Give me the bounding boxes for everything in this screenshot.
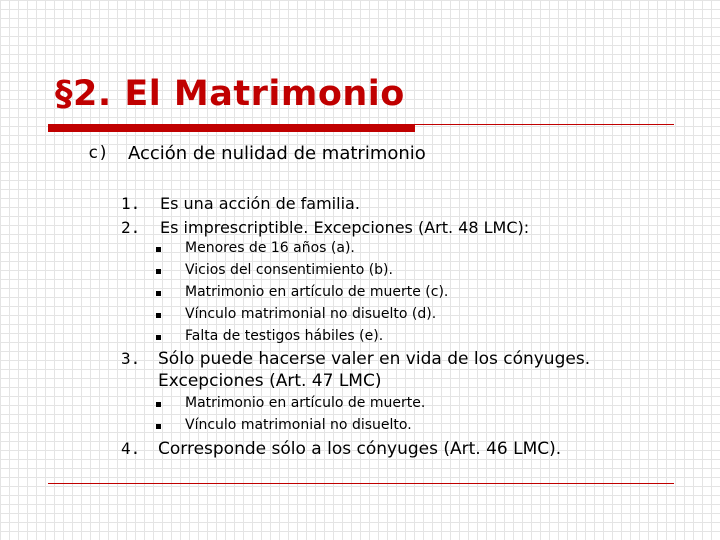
bottom-divider-line (48, 483, 674, 484)
square-bullet-icon (156, 291, 161, 296)
square-bullet-icon (156, 247, 161, 252)
list-item-text: Es una acción de familia. (160, 194, 360, 213)
square-bullet-icon (156, 269, 161, 274)
item-number: 1. (121, 194, 141, 213)
item-number: 4. (121, 439, 141, 458)
item-number: 3. (121, 349, 141, 368)
title-underline-bar (48, 124, 415, 132)
square-bullet-icon (156, 402, 161, 407)
title-divider-line (415, 124, 674, 125)
list-item-text: Corresponde sólo a los cónyuges (Art. 46 LMC). (158, 439, 562, 459)
sub-list-item: Vínculo matrimonial no disuelto (d). (185, 306, 437, 322)
sub-list-item: Matrimonio en artículo de muerte (c). (185, 284, 449, 300)
item-number: 2. (121, 218, 141, 237)
sub-list-item: Vínculo matrimonial no disuelto. (185, 417, 412, 433)
square-bullet-icon (156, 424, 161, 429)
sub-list-item: Vicios del consentimiento (b). (185, 262, 393, 278)
section-heading: Acción de nulidad de matrimonio (128, 143, 426, 164)
slide-title: §2. El Matrimonio (55, 74, 405, 114)
list-item-text-continued: Excepciones (Art. 47 LMC) (158, 371, 382, 391)
list-item-text: Sólo puede hacerse valer en vida de los cónyuges. (158, 349, 591, 369)
sub-list-item: Menores de 16 años (a). (185, 240, 355, 256)
list-item-text: Es imprescriptible. Excepciones (Art. 48 LMC): (160, 218, 530, 237)
sub-list-item: Matrimonio en artículo de muerte. (185, 395, 426, 411)
square-bullet-icon (156, 335, 161, 340)
section-marker: c) (88, 143, 109, 163)
square-bullet-icon (156, 313, 161, 318)
sub-list-item: Falta de testigos hábiles (e). (185, 328, 384, 344)
